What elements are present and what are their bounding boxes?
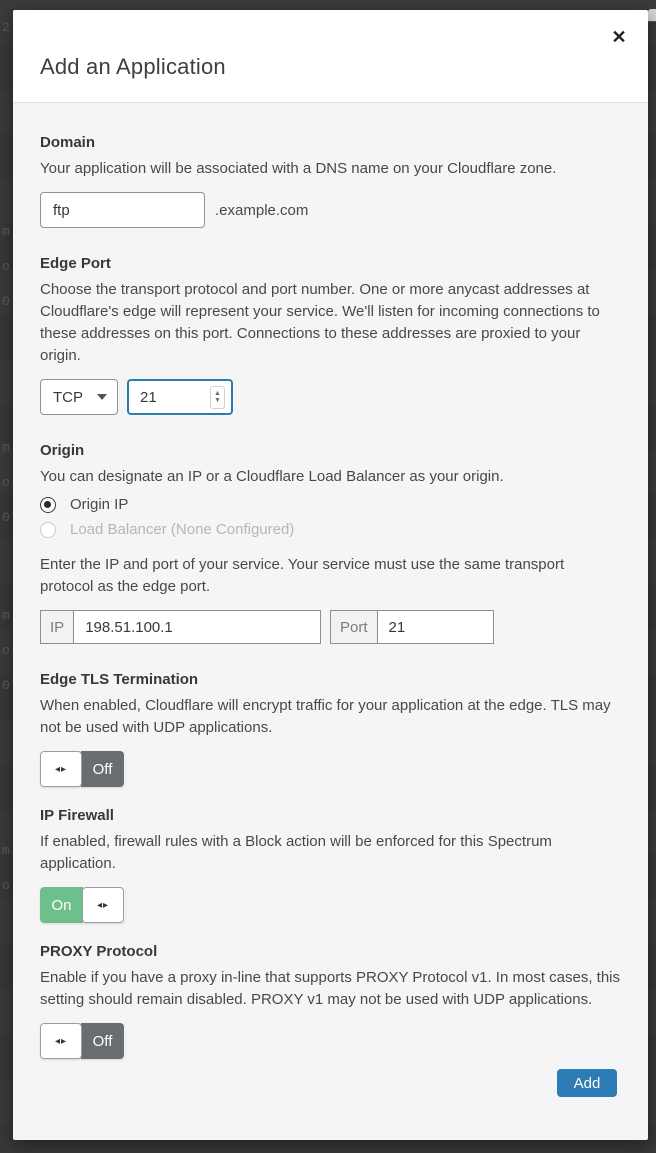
radio-disabled-icon: [40, 522, 56, 538]
radio-load-balancer-label: Load Balancer (None Configured): [70, 521, 295, 538]
edge-tls-label: Edge TLS Termination: [40, 671, 199, 688]
proxy-protocol-description: Enable if you have a proxy in-line that supports PROXY Protocol v1. In most cases, this setting should remain disabled. PROXY v1 may not be used with UDP applications.: [40, 969, 621, 1008]
ip-prefix-label: IP: [41, 611, 74, 643]
origin-ip-description: Enter the IP and port of your service. Your service must use the same transport protocol as the edge port.: [40, 556, 565, 595]
ip-firewall-toggle-state: On: [40, 887, 83, 923]
radio-load-balancer: [40, 517, 621, 542]
ip-firewall-description: If enabled, firewall rules with a Block action will be enforced for this Spectrum application.: [40, 833, 552, 872]
backdrop-ghost-text: 0: [2, 294, 10, 309]
domain-description: Your application will be associated with a DNS name on your Cloudflare zone.: [40, 160, 557, 177]
protocol-select-value: TCP: [53, 388, 83, 406]
edge-tls-section: [40, 670, 621, 787]
edge-port-input[interactable]: [127, 379, 233, 415]
origin-ip-group: [40, 610, 321, 644]
protocol-select[interactable]: [40, 379, 118, 415]
backdrop-ghost-text: 0: [2, 510, 10, 525]
stepper-down-icon[interactable]: ▼: [214, 397, 221, 404]
backdrop-ghost-text: 0: [2, 678, 10, 693]
backdrop-ghost-text: o: [2, 475, 10, 490]
edge-port-label: Edge Port: [40, 255, 111, 272]
origin-label: Origin: [40, 442, 85, 459]
edge-tls-description: When enabled, Cloudflare will encrypt traffic for your application at the edge. TLS may not be used with UDP applications.: [40, 697, 611, 736]
proxy-protocol-toggle[interactable]: [40, 1023, 125, 1059]
backdrop-ghost-text: m: [2, 843, 10, 858]
domain-section: [40, 133, 621, 228]
number-stepper[interactable]: [210, 386, 225, 409]
modal-header: [13, 10, 648, 103]
stepper-up-icon[interactable]: ▲: [214, 390, 221, 397]
proxy-protocol-toggle-state: Off: [81, 1023, 124, 1059]
origin-port-input[interactable]: [378, 611, 493, 643]
subdomain-input[interactable]: [40, 192, 205, 228]
modal-footer: [40, 1069, 621, 1097]
domain-label: Domain: [40, 134, 96, 151]
backdrop-ghost-text: m: [2, 224, 10, 239]
backdrop-ghost-text: o: [2, 259, 10, 274]
backdrop-ghost-text: o: [2, 878, 10, 893]
close-icon[interactable]: ✕: [606, 24, 632, 50]
modal-body: [13, 103, 648, 1140]
toggle-knob-icon[interactable]: ◂▸: [40, 751, 82, 787]
edge-port-value: 21: [140, 388, 157, 406]
origin-port-group: [330, 610, 494, 644]
origin-ip-input[interactable]: [74, 611, 320, 643]
modal-title: Add an Application: [40, 54, 226, 79]
toggle-knob-icon[interactable]: ◂▸: [40, 1023, 82, 1059]
ip-firewall-toggle[interactable]: [40, 887, 125, 923]
proxy-protocol-label: PROXY Protocol: [40, 943, 158, 960]
edge-port-section: [40, 254, 621, 415]
backdrop-artifact: [648, 9, 656, 22]
add-button[interactable]: Add: [557, 1069, 617, 1097]
radio-selected-icon[interactable]: [40, 497, 56, 513]
toggle-knob-icon[interactable]: ◂▸: [82, 887, 124, 923]
origin-section: [40, 441, 621, 644]
edge-tls-toggle[interactable]: [40, 751, 125, 787]
radio-origin-ip-label: Origin IP: [70, 496, 129, 513]
backdrop-ghost-text: o: [2, 643, 10, 658]
ip-firewall-label: IP Firewall: [40, 807, 114, 824]
zone-suffix-label: .example.com: [215, 201, 309, 219]
edge-port-description: Choose the transport protocol and port number. One or more anycast addresses at Cloudflare's edge will represent your service. We'll listen for incoming connections to these addresses on this port. Connections to these addresses are proxied to your origin.: [40, 281, 600, 364]
backdrop-ghost-text: m: [2, 440, 10, 455]
chevron-down-icon: [97, 394, 107, 400]
port-prefix-label: Port: [331, 611, 378, 643]
radio-origin-ip[interactable]: [40, 492, 621, 517]
edge-tls-toggle-state: Off: [81, 751, 124, 787]
origin-description: You can designate an IP or a Cloudflare Load Balancer as your origin.: [40, 468, 504, 485]
add-application-modal: [13, 10, 648, 1140]
proxy-protocol-section: [40, 942, 621, 1059]
ip-firewall-section: [40, 806, 621, 923]
backdrop-ghost-text: 2: [2, 20, 10, 35]
backdrop-ghost-text: m: [2, 608, 10, 623]
